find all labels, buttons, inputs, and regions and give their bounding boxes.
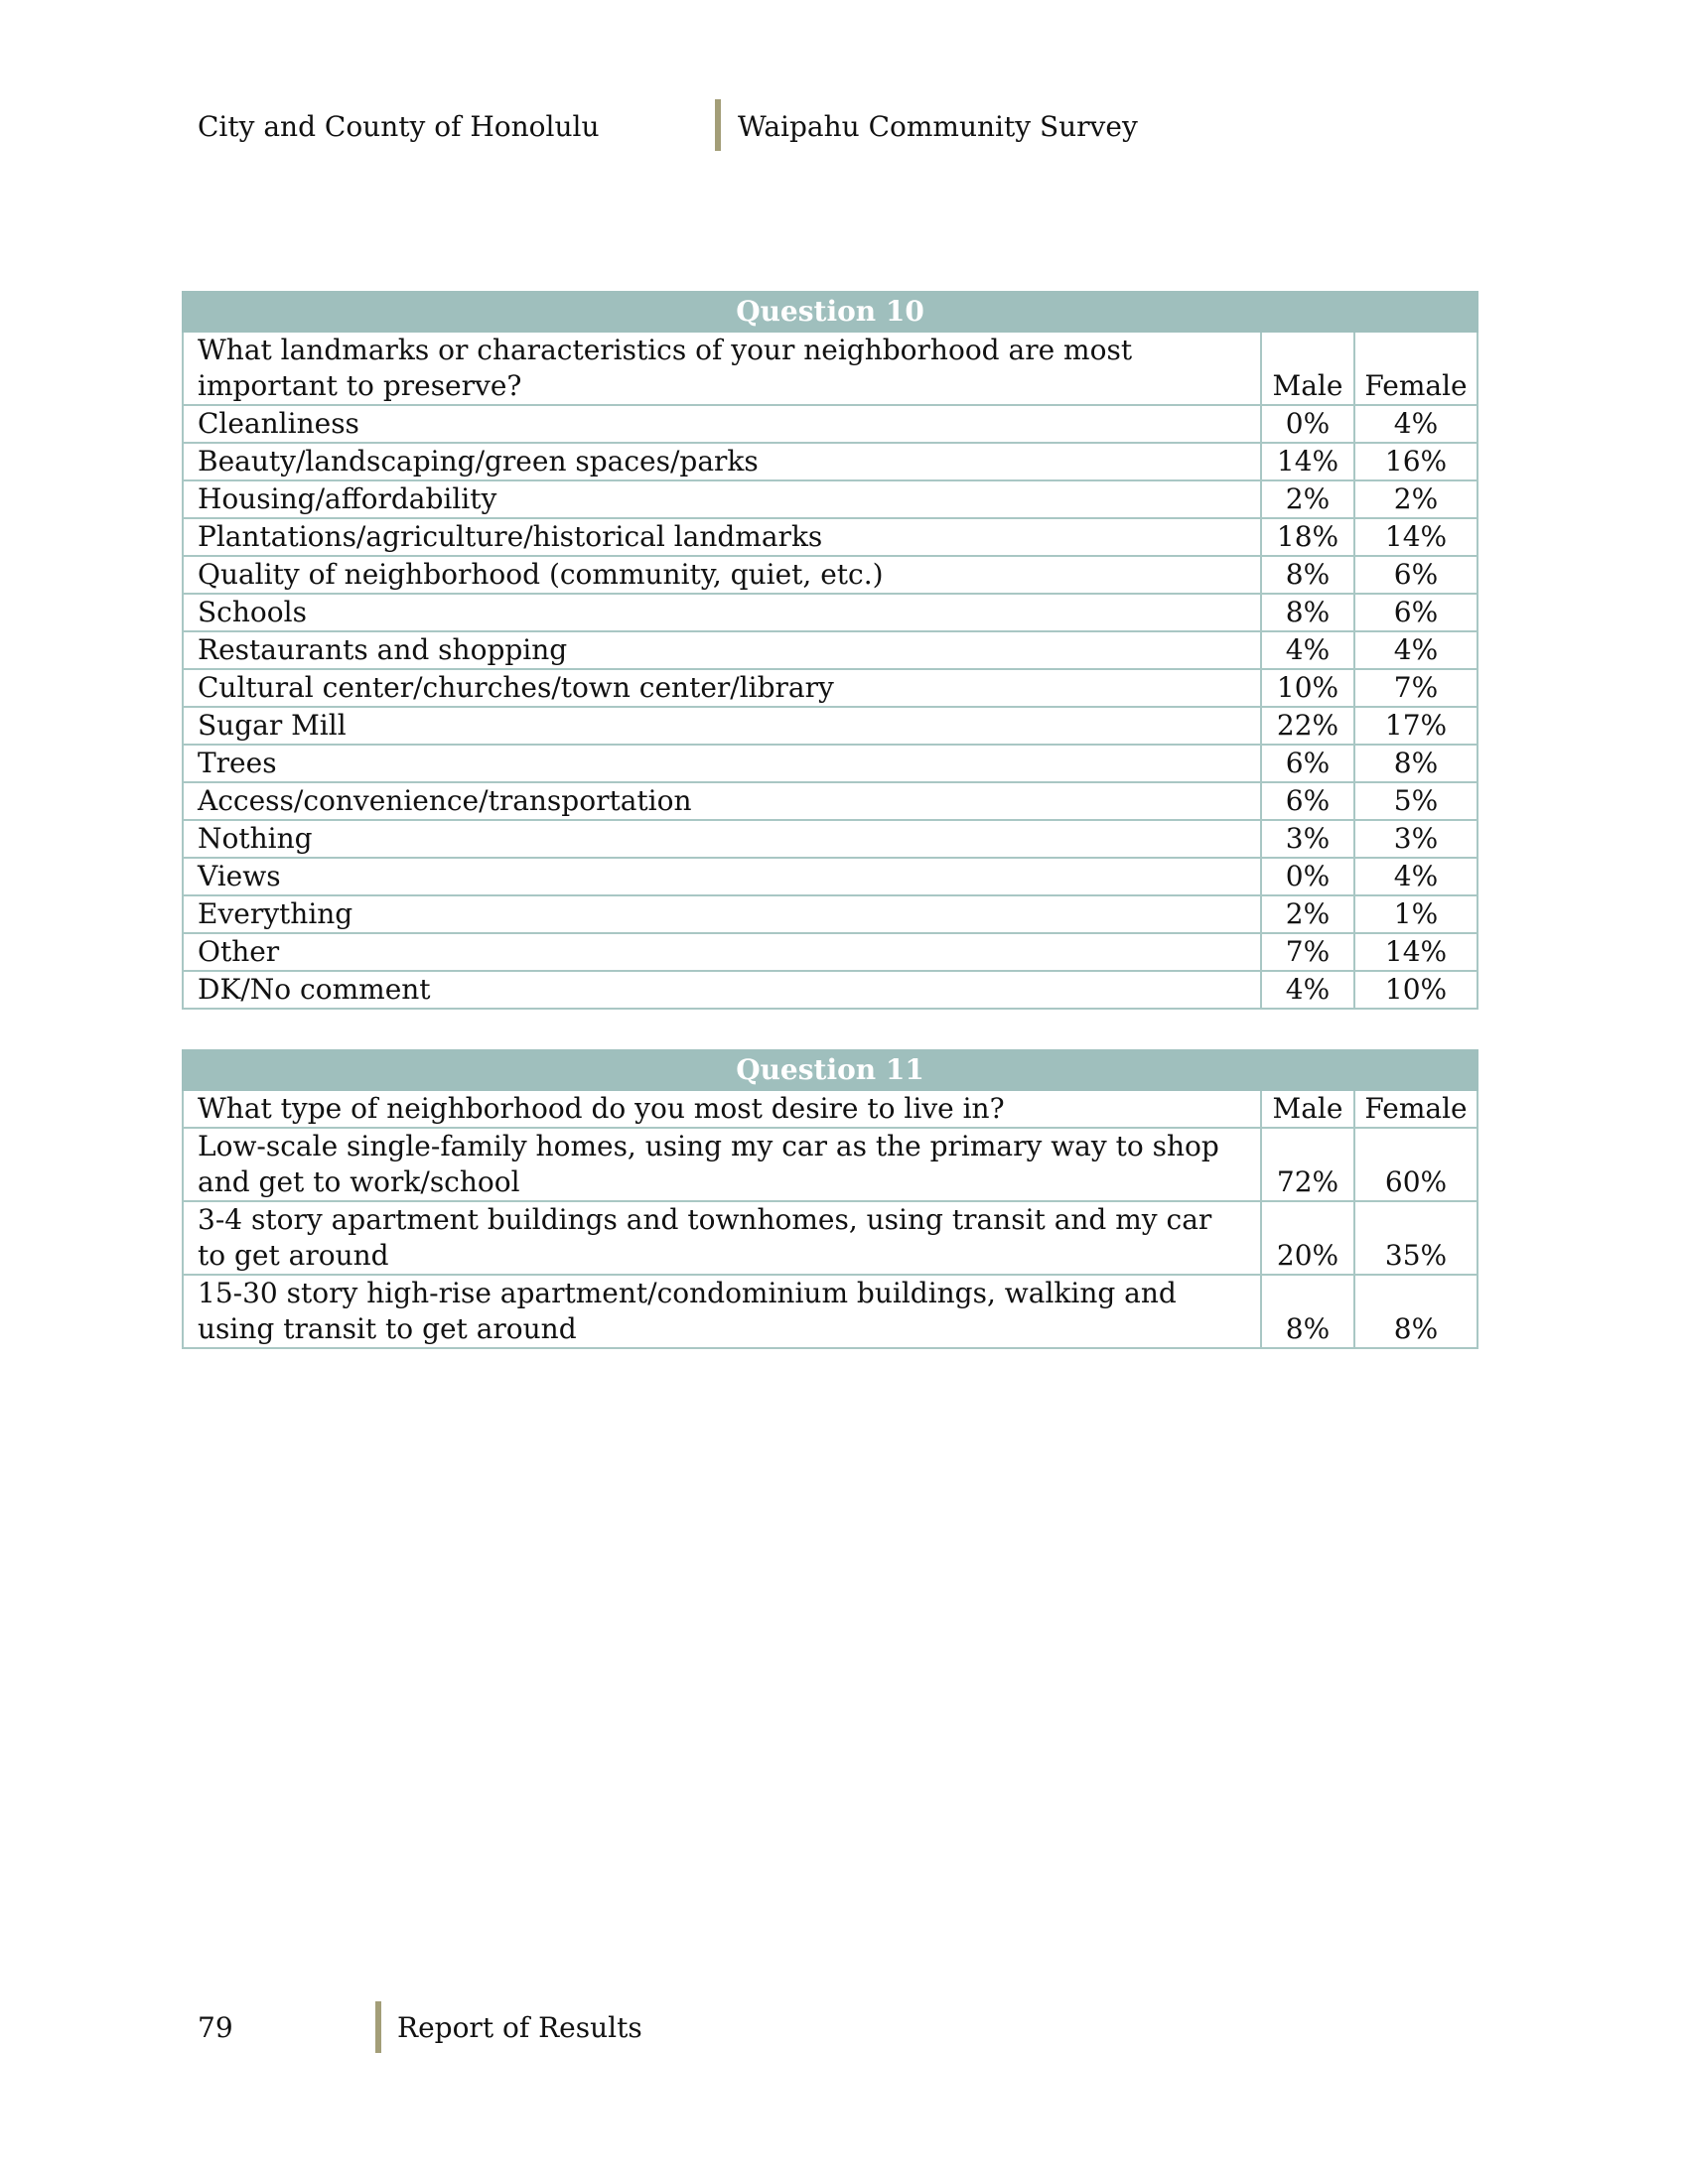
table-row	[183, 933, 1477, 971]
column-header-female: Female	[1354, 332, 1477, 405]
table-row	[183, 1275, 1477, 1348]
female-value: 8%	[1354, 745, 1477, 782]
question-11-text: What type of neighborhood do you most desire to live in?	[183, 1090, 1261, 1128]
table-row	[183, 669, 1477, 707]
male-value: 2%	[1261, 480, 1354, 518]
row-label: 15-30 story high-rise apartment/condominium buildings, walking and using transit to get around	[183, 1275, 1261, 1348]
row-label: Beauty/landscaping/green spaces/parks	[183, 443, 1261, 480]
row-label: 3-4 story apartment buildings and townhomes, using transit and my car to get around	[183, 1201, 1261, 1275]
male-value: 0%	[1261, 858, 1354, 895]
male-value: 18%	[1261, 518, 1354, 556]
table-row	[183, 707, 1477, 745]
female-value: 8%	[1354, 1275, 1477, 1348]
table-row	[183, 745, 1477, 782]
header-divider	[715, 99, 721, 151]
row-label: Trees	[183, 745, 1261, 782]
female-value: 17%	[1354, 707, 1477, 745]
table-row	[183, 405, 1477, 443]
row-label: Quality of neighborhood (community, quiet, etc.)	[183, 556, 1261, 594]
male-value: 20%	[1261, 1201, 1354, 1275]
question-11-title: Question 11	[183, 1050, 1477, 1090]
female-value: 5%	[1354, 782, 1477, 820]
row-label: Low-scale single-family homes, using my car as the primary way to shop and get to work/school	[183, 1128, 1261, 1201]
female-value: 3%	[1354, 820, 1477, 858]
male-value: 22%	[1261, 707, 1354, 745]
column-header-male: Male	[1261, 332, 1354, 405]
table-row	[183, 594, 1477, 631]
question-11-table	[182, 1049, 1478, 1349]
female-value: 16%	[1354, 443, 1477, 480]
column-header-male: Male	[1261, 1090, 1354, 1128]
table-row	[183, 443, 1477, 480]
female-value: 35%	[1354, 1201, 1477, 1275]
female-value: 14%	[1354, 933, 1477, 971]
table-row	[183, 895, 1477, 933]
row-label: Schools	[183, 594, 1261, 631]
row-label: Cultural center/churches/town center/library	[183, 669, 1261, 707]
male-value: 10%	[1261, 669, 1354, 707]
table-row	[183, 556, 1477, 594]
female-value: 6%	[1354, 594, 1477, 631]
column-header-female: Female	[1354, 1090, 1477, 1128]
male-value: 8%	[1261, 556, 1354, 594]
female-value: 60%	[1354, 1128, 1477, 1201]
male-value: 2%	[1261, 895, 1354, 933]
row-label: Sugar Mill	[183, 707, 1261, 745]
table-row	[183, 782, 1477, 820]
male-value: 4%	[1261, 631, 1354, 669]
male-value: 72%	[1261, 1128, 1354, 1201]
header-document-title: Waipahu Community Survey	[738, 110, 1138, 143]
female-value: 6%	[1354, 556, 1477, 594]
table-row	[183, 858, 1477, 895]
row-label: Everything	[183, 895, 1261, 933]
table-row	[183, 1201, 1477, 1275]
table-row	[183, 631, 1477, 669]
row-label: Other	[183, 933, 1261, 971]
row-label: Views	[183, 858, 1261, 895]
table-row	[183, 480, 1477, 518]
female-value: 4%	[1354, 631, 1477, 669]
question-10-table	[182, 291, 1478, 1010]
question-10-rows	[183, 405, 1477, 1009]
question-10-title: Question 10	[183, 292, 1477, 332]
table-row	[183, 1128, 1477, 1201]
page-number: 79	[198, 2011, 233, 2044]
female-value: 4%	[1354, 405, 1477, 443]
row-label: Cleanliness	[183, 405, 1261, 443]
female-value: 14%	[1354, 518, 1477, 556]
male-value: 8%	[1261, 594, 1354, 631]
footer-divider	[375, 2001, 381, 2053]
row-label: Access/convenience/transportation	[183, 782, 1261, 820]
male-value: 6%	[1261, 745, 1354, 782]
male-value: 7%	[1261, 933, 1354, 971]
male-value: 3%	[1261, 820, 1354, 858]
male-value: 4%	[1261, 971, 1354, 1009]
male-value: 6%	[1261, 782, 1354, 820]
header-organization: City and County of Honolulu	[198, 110, 600, 143]
female-value: 4%	[1354, 858, 1477, 895]
female-value: 2%	[1354, 480, 1477, 518]
footer-report-title: Report of Results	[397, 2011, 642, 2044]
row-label: Plantations/agriculture/historical landmarks	[183, 518, 1261, 556]
male-value: 8%	[1261, 1275, 1354, 1348]
row-label: Restaurants and shopping	[183, 631, 1261, 669]
table-row	[183, 518, 1477, 556]
female-value: 10%	[1354, 971, 1477, 1009]
male-value: 14%	[1261, 443, 1354, 480]
question-10-text: What landmarks or characteristics of your neighborhood are most important to preserve?	[183, 332, 1261, 405]
table-row	[183, 971, 1477, 1009]
row-label: DK/No comment	[183, 971, 1261, 1009]
male-value: 0%	[1261, 405, 1354, 443]
female-value: 1%	[1354, 895, 1477, 933]
row-label: Nothing	[183, 820, 1261, 858]
table-row	[183, 820, 1477, 858]
female-value: 7%	[1354, 669, 1477, 707]
question-11-rows	[183, 1128, 1477, 1348]
row-label: Housing/affordability	[183, 480, 1261, 518]
